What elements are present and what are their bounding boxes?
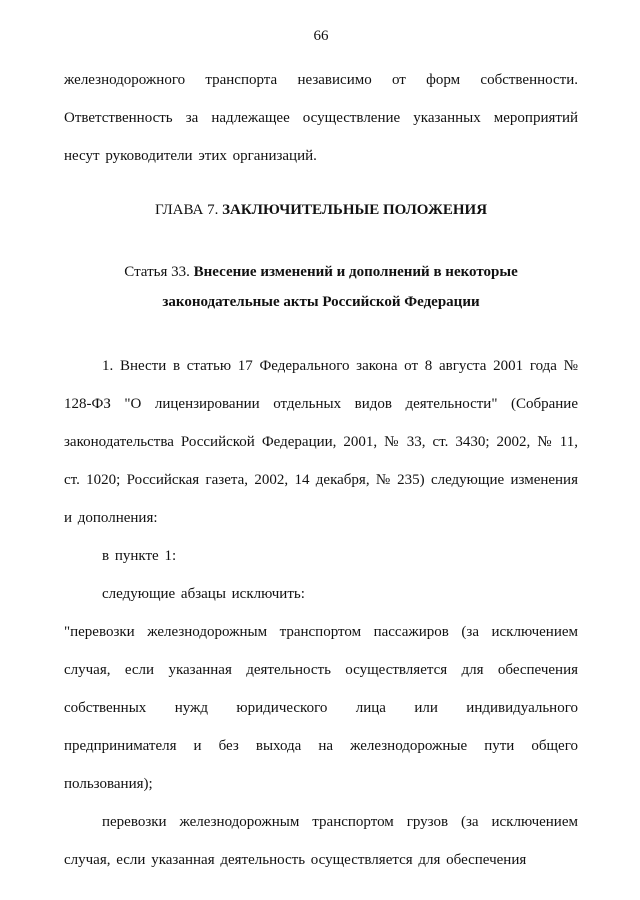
paragraph-responsibility: железнодорожного транспорта независимо от форм собственности. Ответственность за надлежащее осуществление указанных мероприятий несут руководители этих организаций. bbox=[64, 72, 578, 164]
article-number: Статья 33. bbox=[124, 264, 190, 280]
paragraph-passenger-transport: "перевозки железнодорожным транспортом пассажиров (за исключением случая, если указанная деятельность осуществляется для обеспечения собственных нужд юридического лица или индивидуального предпринимателя и без выхода на железнодорожные пути общего пользования); bbox=[64, 624, 578, 792]
chapter-heading bbox=[64, 191, 578, 229]
article-title: Внесение изменений и дополнений в некоторые законодательные акты Российской Федерации bbox=[162, 264, 518, 310]
paragraph-amendment-intro: 1. Внести в статью 17 Федерального закона от 8 августа 2001 года № 128-ФЗ "О лицензировании отдельных видов деятельности" (Собрание законодательства Российской Федерации, 2001, № 33, ст. 3430; 2002, № 11, ст. 1020; Российская газета, 2002, 14 декабря, № 235) следующие изменения и дополнения: bbox=[64, 358, 578, 526]
paragraph-point-1: в пункте 1: bbox=[102, 548, 177, 564]
paragraph-cargo-transport: перевозки железнодорожным транспортом грузов (за исключением случая, если указанная деятельность осуществляется для обеспечения bbox=[64, 814, 578, 868]
document-body bbox=[64, 61, 578, 879]
page-number: 66 bbox=[313, 28, 329, 44]
chapter-number: ГЛАВА 7. bbox=[154, 202, 219, 218]
paragraph-exclude-intro: следующие абзацы исключить: bbox=[102, 586, 305, 602]
chapter-title: ЗАКЛЮЧИТЕЛЬНЫЕ ПОЛОЖЕНИЯ bbox=[222, 202, 488, 218]
article-heading bbox=[81, 257, 561, 317]
